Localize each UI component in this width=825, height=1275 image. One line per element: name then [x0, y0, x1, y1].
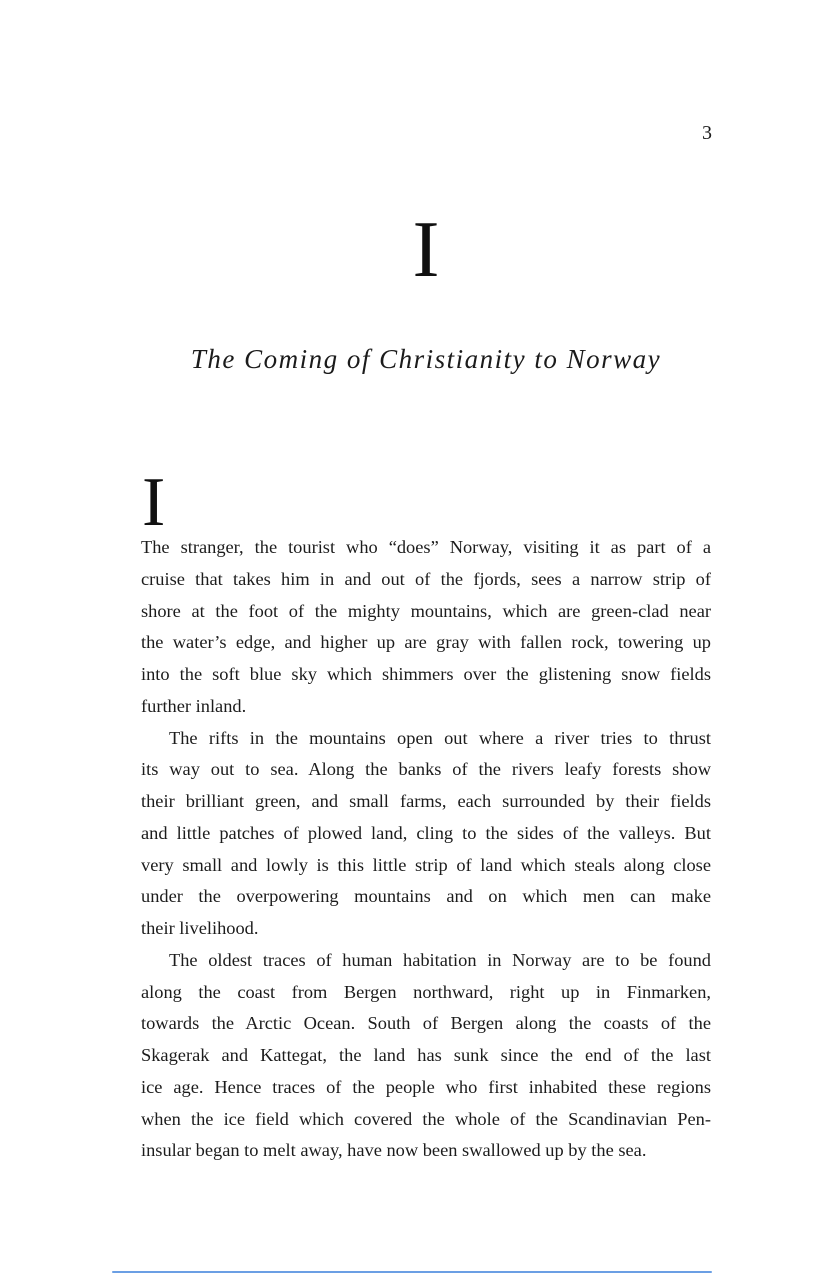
text-line: ice age. Hence traces of the people who first inhabited these regions: [141, 1076, 711, 1097]
text-line: when the ice field which covered the whole of the Scandinavian Pen-: [141, 1108, 711, 1129]
text-line: The rifts in the mountains open out where a river tries to thrust: [169, 727, 711, 748]
page-number: 3: [702, 122, 712, 144]
text-line: insular began to melt away, have now been swallowed up by the sea.: [141, 1140, 647, 1161]
text-line: under the overpowering mountains and on which men can make: [141, 886, 711, 907]
chapter-title: The Coming of Christianity to Norway: [190, 344, 662, 374]
text-line: The stranger, the tourist who “does” Norway, visiting it as part of a: [141, 537, 711, 557]
text-line: the water’s edge, and higher up are gray with fallen rock, towering up: [141, 632, 711, 653]
body-text: [141, 532, 711, 1167]
text-line: The oldest traces of human habitation in Norway are to be found: [169, 949, 711, 970]
section-numeral: I: [142, 464, 166, 541]
text-line: Skagerak and Kattegat, the land has sunk since the end of the last: [141, 1045, 711, 1065]
chapter-numeral: I: [412, 204, 440, 294]
text-line: their livelihood.: [141, 918, 259, 938]
text-line: very small and lowly is this little strip of land which steals along close: [141, 854, 711, 875]
reading-progress-line: [112, 1271, 712, 1273]
text-line: and little patches of plowed land, cling to the sides of the valleys. But: [141, 822, 711, 843]
text-line: further inland.: [141, 695, 247, 716]
text-line: cruise that takes him in and out of the fjords, sees a narrow strip of: [141, 568, 711, 589]
text-line: towards the Arctic Ocean. South of Bergen along the coasts of the: [141, 1013, 711, 1034]
text-line: its way out to sea. Along the banks of the rivers leafy forests show: [141, 759, 711, 780]
text-line: into the soft blue sky which shimmers over the glistening snow fields: [141, 664, 711, 684]
text-line: along the coast from Bergen northward, right up in Finmarken,: [141, 981, 711, 1002]
text-line: shore at the foot of the mighty mountains, which are green-clad near: [141, 600, 711, 621]
text-line: their brilliant green, and small farms, each surrounded by their fields: [141, 791, 711, 811]
